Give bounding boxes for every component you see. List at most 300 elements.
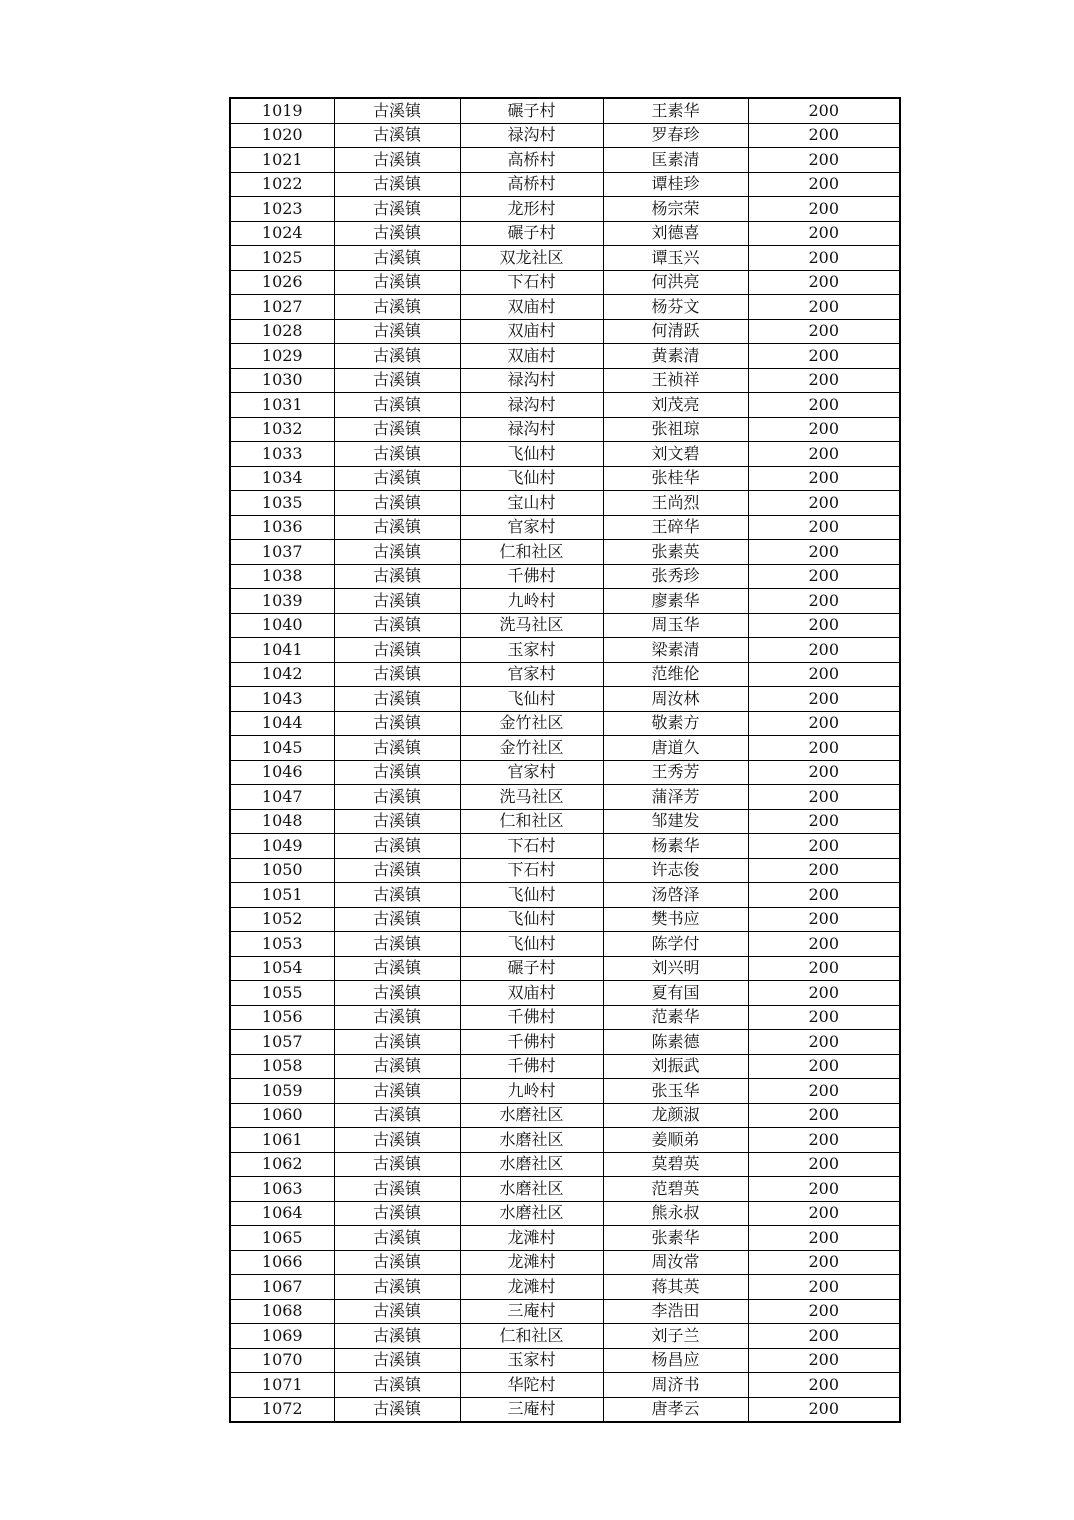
name-cell: 刘子兰 [603,1324,748,1349]
town-cell: 古溪镇 [334,1103,460,1128]
village-cell: 水磨社区 [460,1201,603,1226]
village-cell: 碾子村 [460,221,603,246]
serial-number-cell: 1060 [230,1103,334,1128]
village-cell: 仁和社区 [460,809,603,834]
serial-number-cell: 1070 [230,1348,334,1373]
amount-cell: 200 [748,662,900,687]
village-cell: 金竹社区 [460,711,603,736]
table-row [230,123,900,148]
serial-number-cell: 1019 [230,98,334,123]
amount-cell: 200 [748,1054,900,1079]
serial-number-cell: 1068 [230,1299,334,1324]
table-row [230,442,900,467]
town-cell: 古溪镇 [334,858,460,883]
name-cell: 刘德喜 [603,221,748,246]
serial-number-cell: 1067 [230,1275,334,1300]
amount-cell: 200 [748,687,900,712]
amount-cell: 200 [748,1250,900,1275]
amount-cell: 200 [748,1299,900,1324]
amount-cell: 200 [748,1030,900,1055]
amount-cell: 200 [748,1005,900,1030]
town-cell: 古溪镇 [334,295,460,320]
serial-number-cell: 1071 [230,1373,334,1398]
serial-number-cell: 1057 [230,1030,334,1055]
village-cell: 龙滩村 [460,1275,603,1300]
amount-cell: 200 [748,1079,900,1104]
name-cell: 张祖琼 [603,417,748,442]
table-row [230,197,900,222]
serial-number-cell: 1058 [230,1054,334,1079]
serial-number-cell: 1064 [230,1201,334,1226]
town-cell: 古溪镇 [334,417,460,442]
town-cell: 古溪镇 [334,319,460,344]
table-row [230,1324,900,1349]
name-cell: 樊书应 [603,907,748,932]
name-cell: 张桂华 [603,466,748,491]
amount-cell: 200 [748,491,900,516]
serial-number-cell: 1072 [230,1397,334,1422]
serial-number-cell: 1063 [230,1177,334,1202]
town-cell: 古溪镇 [334,393,460,418]
name-cell: 姜顺弟 [603,1128,748,1153]
serial-number-cell: 1052 [230,907,334,932]
name-cell: 刘振武 [603,1054,748,1079]
table-row [230,491,900,516]
village-cell: 碾子村 [460,98,603,123]
town-cell: 古溪镇 [334,711,460,736]
village-cell: 禄沟村 [460,393,603,418]
amount-cell: 200 [748,148,900,173]
name-cell: 王祯祥 [603,368,748,393]
table-row [230,1348,900,1373]
village-cell: 飞仙村 [460,442,603,467]
amount-cell: 200 [748,515,900,540]
table-row [230,956,900,981]
serial-number-cell: 1026 [230,270,334,295]
town-cell: 古溪镇 [334,148,460,173]
serial-number-cell: 1042 [230,662,334,687]
name-cell: 刘茂亮 [603,393,748,418]
serial-number-cell: 1029 [230,344,334,369]
table-row [230,172,900,197]
amount-cell: 200 [748,1373,900,1398]
amount-cell: 200 [748,1226,900,1251]
amount-cell: 200 [748,809,900,834]
town-cell: 古溪镇 [334,515,460,540]
village-cell: 双庙村 [460,319,603,344]
name-cell: 刘文碧 [603,442,748,467]
town-cell: 古溪镇 [334,883,460,908]
amount-cell: 200 [748,172,900,197]
table-row [230,760,900,785]
village-cell: 双庙村 [460,344,603,369]
amount-cell: 200 [748,197,900,222]
name-cell: 陈素德 [603,1030,748,1055]
town-cell: 古溪镇 [334,834,460,859]
town-cell: 古溪镇 [334,785,460,810]
village-cell: 仁和社区 [460,540,603,565]
village-cell: 金竹社区 [460,736,603,761]
table-row [230,1079,900,1104]
town-cell: 古溪镇 [334,564,460,589]
name-cell: 匡素清 [603,148,748,173]
amount-cell: 200 [748,981,900,1006]
town-cell: 古溪镇 [334,1177,460,1202]
name-cell: 梁素清 [603,638,748,663]
name-cell: 张玉华 [603,1079,748,1104]
name-cell: 张秀珍 [603,564,748,589]
table-row [230,1030,900,1055]
serial-number-cell: 1065 [230,1226,334,1251]
amount-cell: 200 [748,883,900,908]
amount-cell: 200 [748,1201,900,1226]
amount-cell: 200 [748,1103,900,1128]
amount-cell: 200 [748,956,900,981]
serial-number-cell: 1041 [230,638,334,663]
town-cell: 古溪镇 [334,246,460,271]
name-cell: 王碎华 [603,515,748,540]
amount-cell: 200 [748,442,900,467]
town-cell: 古溪镇 [334,1299,460,1324]
village-cell: 玉家村 [460,638,603,663]
serial-number-cell: 1053 [230,932,334,957]
serial-number-cell: 1036 [230,515,334,540]
town-cell: 古溪镇 [334,687,460,712]
village-cell: 千佛村 [460,1030,603,1055]
amount-cell: 200 [748,1152,900,1177]
amount-cell: 200 [748,1177,900,1202]
serial-number-cell: 1061 [230,1128,334,1153]
village-cell: 高桥村 [460,172,603,197]
name-cell: 杨昌应 [603,1348,748,1373]
table-row [230,221,900,246]
town-cell: 古溪镇 [334,613,460,638]
amount-cell: 200 [748,932,900,957]
amount-cell: 200 [748,785,900,810]
village-cell: 禄沟村 [460,123,603,148]
town-cell: 古溪镇 [334,1324,460,1349]
table-row [230,466,900,491]
amount-cell: 200 [748,1397,900,1422]
name-cell: 蒲泽芳 [603,785,748,810]
amount-cell: 200 [748,1324,900,1349]
town-cell: 古溪镇 [334,1079,460,1104]
town-cell: 古溪镇 [334,589,460,614]
village-cell: 三庵村 [460,1299,603,1324]
name-cell: 范维伦 [603,662,748,687]
name-cell: 谭桂珍 [603,172,748,197]
town-cell: 古溪镇 [334,809,460,834]
table-row [230,148,900,173]
serial-number-cell: 1032 [230,417,334,442]
serial-number-cell: 1046 [230,760,334,785]
amount-cell: 200 [748,417,900,442]
town-cell: 古溪镇 [334,1152,460,1177]
name-cell: 范碧英 [603,1177,748,1202]
table-row [230,883,900,908]
name-cell: 周济书 [603,1373,748,1398]
amount-cell: 200 [748,1128,900,1153]
serial-number-cell: 1039 [230,589,334,614]
village-cell: 宝山村 [460,491,603,516]
amount-cell: 200 [748,564,900,589]
amount-cell: 200 [748,589,900,614]
amount-cell: 200 [748,466,900,491]
table-row [230,540,900,565]
town-cell: 古溪镇 [334,123,460,148]
table-row [230,613,900,638]
table-row [230,736,900,761]
table-row [230,1054,900,1079]
table-row [230,981,900,1006]
amount-cell: 200 [748,1348,900,1373]
town-cell: 古溪镇 [334,221,460,246]
roster-table-body [230,98,900,1422]
table-row [230,858,900,883]
town-cell: 古溪镇 [334,368,460,393]
table-row [230,589,900,614]
village-cell: 水磨社区 [460,1103,603,1128]
village-cell: 双龙社区 [460,246,603,271]
village-cell: 龙形村 [460,197,603,222]
town-cell: 古溪镇 [334,1005,460,1030]
name-cell: 王尚烈 [603,491,748,516]
village-cell: 洗马社区 [460,613,603,638]
serial-number-cell: 1040 [230,613,334,638]
serial-number-cell: 1021 [230,148,334,173]
serial-number-cell: 1035 [230,491,334,516]
table-row [230,393,900,418]
table-row [230,1177,900,1202]
serial-number-cell: 1038 [230,564,334,589]
town-cell: 古溪镇 [334,197,460,222]
amount-cell: 200 [748,760,900,785]
village-cell: 下石村 [460,270,603,295]
village-cell: 玉家村 [460,1348,603,1373]
village-cell: 高桥村 [460,148,603,173]
serial-number-cell: 1031 [230,393,334,418]
serial-number-cell: 1034 [230,466,334,491]
amount-cell: 200 [748,98,900,123]
village-cell: 禄沟村 [460,417,603,442]
town-cell: 古溪镇 [334,98,460,123]
village-cell: 下石村 [460,834,603,859]
amount-cell: 200 [748,295,900,320]
town-cell: 古溪镇 [334,1226,460,1251]
village-cell: 官家村 [460,760,603,785]
town-cell: 古溪镇 [334,662,460,687]
table-row [230,515,900,540]
village-cell: 碾子村 [460,956,603,981]
village-cell: 官家村 [460,515,603,540]
town-cell: 古溪镇 [334,736,460,761]
town-cell: 古溪镇 [334,638,460,663]
table-row [230,1226,900,1251]
town-cell: 古溪镇 [334,1128,460,1153]
town-cell: 古溪镇 [334,1250,460,1275]
serial-number-cell: 1025 [230,246,334,271]
village-cell: 水磨社区 [460,1177,603,1202]
village-cell: 九岭村 [460,1079,603,1104]
amount-cell: 200 [748,638,900,663]
village-cell: 飞仙村 [460,907,603,932]
name-cell: 唐道久 [603,736,748,761]
table-row [230,809,900,834]
serial-number-cell: 1020 [230,123,334,148]
town-cell: 古溪镇 [334,1275,460,1300]
name-cell: 周玉华 [603,613,748,638]
amount-cell: 200 [748,123,900,148]
town-cell: 古溪镇 [334,907,460,932]
table-row [230,270,900,295]
amount-cell: 200 [748,393,900,418]
table-row [230,711,900,736]
town-cell: 古溪镇 [334,442,460,467]
name-cell: 夏有国 [603,981,748,1006]
table-row [230,1005,900,1030]
serial-number-cell: 1066 [230,1250,334,1275]
serial-number-cell: 1037 [230,540,334,565]
amount-cell: 200 [748,736,900,761]
serial-number-cell: 1059 [230,1079,334,1104]
serial-number-cell: 1023 [230,197,334,222]
amount-cell: 200 [748,344,900,369]
name-cell: 陈学付 [603,932,748,957]
name-cell: 龙颜淑 [603,1103,748,1128]
name-cell: 许志俊 [603,858,748,883]
town-cell: 古溪镇 [334,981,460,1006]
name-cell: 唐孝云 [603,1397,748,1422]
town-cell: 古溪镇 [334,1397,460,1422]
name-cell: 何清跃 [603,319,748,344]
village-cell: 官家村 [460,662,603,687]
village-cell: 千佛村 [460,1005,603,1030]
village-cell: 双庙村 [460,981,603,1006]
village-cell: 飞仙村 [460,883,603,908]
table-row [230,1250,900,1275]
roster-table [229,97,901,1423]
village-cell: 千佛村 [460,564,603,589]
table-row [230,98,900,123]
table-row [230,638,900,663]
town-cell: 古溪镇 [334,540,460,565]
name-cell: 李浩田 [603,1299,748,1324]
amount-cell: 200 [748,368,900,393]
serial-number-cell: 1045 [230,736,334,761]
village-cell: 禄沟村 [460,368,603,393]
village-cell: 水磨社区 [460,1152,603,1177]
name-cell: 谭玉兴 [603,246,748,271]
name-cell: 熊永叔 [603,1201,748,1226]
name-cell: 杨芬文 [603,295,748,320]
table-row [230,1373,900,1398]
serial-number-cell: 1027 [230,295,334,320]
town-cell: 古溪镇 [334,1348,460,1373]
village-cell: 龙滩村 [460,1250,603,1275]
village-cell: 华陀村 [460,1373,603,1398]
name-cell: 敬素方 [603,711,748,736]
name-cell: 蒋其英 [603,1275,748,1300]
village-cell: 水磨社区 [460,1128,603,1153]
name-cell: 杨素华 [603,834,748,859]
serial-number-cell: 1069 [230,1324,334,1349]
village-cell: 三庵村 [460,1397,603,1422]
town-cell: 古溪镇 [334,270,460,295]
serial-number-cell: 1033 [230,442,334,467]
serial-number-cell: 1028 [230,319,334,344]
table-row [230,687,900,712]
town-cell: 古溪镇 [334,1373,460,1398]
table-row [230,662,900,687]
name-cell: 邹建发 [603,809,748,834]
town-cell: 古溪镇 [334,344,460,369]
name-cell: 何洪亮 [603,270,748,295]
village-cell: 双庙村 [460,295,603,320]
name-cell: 王素华 [603,98,748,123]
name-cell: 罗春珍 [603,123,748,148]
amount-cell: 200 [748,907,900,932]
village-cell: 飞仙村 [460,932,603,957]
village-cell: 飞仙村 [460,687,603,712]
serial-number-cell: 1022 [230,172,334,197]
amount-cell: 200 [748,613,900,638]
serial-number-cell: 1051 [230,883,334,908]
serial-number-cell: 1054 [230,956,334,981]
table-row [230,246,900,271]
village-cell: 九岭村 [460,589,603,614]
name-cell: 张素英 [603,540,748,565]
serial-number-cell: 1024 [230,221,334,246]
table-row [230,368,900,393]
name-cell: 范素华 [603,1005,748,1030]
serial-number-cell: 1056 [230,1005,334,1030]
village-cell: 千佛村 [460,1054,603,1079]
serial-number-cell: 1050 [230,858,334,883]
name-cell: 刘兴明 [603,956,748,981]
name-cell: 张素华 [603,1226,748,1251]
table-row [230,785,900,810]
serial-number-cell: 1049 [230,834,334,859]
village-cell: 龙滩村 [460,1226,603,1251]
amount-cell: 200 [748,858,900,883]
table-row [230,344,900,369]
village-cell: 下石村 [460,858,603,883]
serial-number-cell: 1047 [230,785,334,810]
name-cell: 莫碧英 [603,1152,748,1177]
name-cell: 王秀芳 [603,760,748,785]
amount-cell: 200 [748,711,900,736]
town-cell: 古溪镇 [334,172,460,197]
table-row [230,417,900,442]
table-row [230,1128,900,1153]
town-cell: 古溪镇 [334,956,460,981]
town-cell: 古溪镇 [334,466,460,491]
name-cell: 周汝常 [603,1250,748,1275]
village-cell: 洗马社区 [460,785,603,810]
table-row [230,932,900,957]
amount-cell: 200 [748,319,900,344]
town-cell: 古溪镇 [334,1201,460,1226]
village-cell: 飞仙村 [460,466,603,491]
serial-number-cell: 1048 [230,809,334,834]
amount-cell: 200 [748,270,900,295]
table-row [230,295,900,320]
amount-cell: 200 [748,221,900,246]
town-cell: 古溪镇 [334,1054,460,1079]
table-row [230,1103,900,1128]
amount-cell: 200 [748,540,900,565]
name-cell: 黄素清 [603,344,748,369]
